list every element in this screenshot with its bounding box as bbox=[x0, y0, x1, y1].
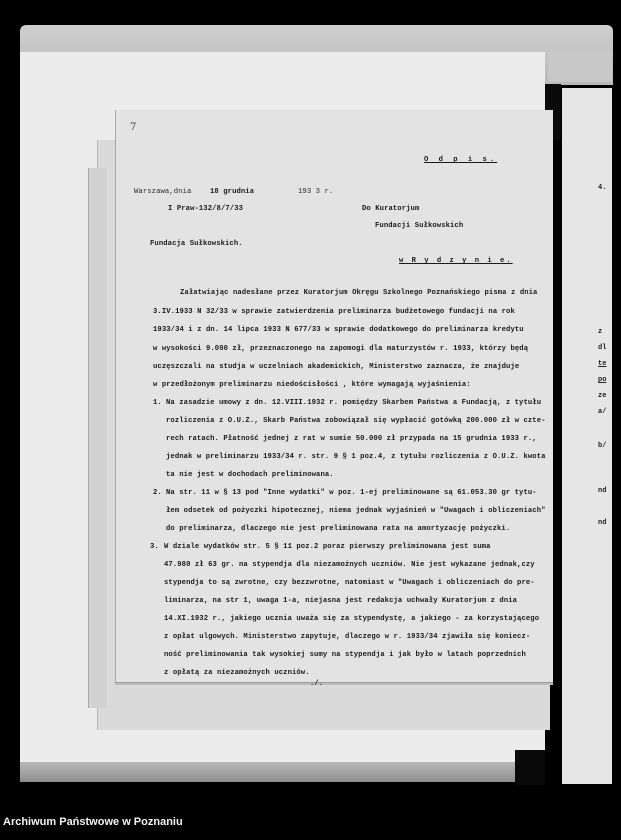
text-line: rech ratach. Płatność jednej z rat w sumie 50.000 zł przypada na 15 grudnia 1933 r., bbox=[166, 435, 537, 443]
text-line: łem odsetek od pożyczki hipotecznej, niema jednak wyjaśnień w "Uwagach i obliczeniach" bbox=[166, 507, 546, 515]
text-line: do preliminarza, dlaczego nie jest preliminowana rata na amortyzację pożyczki. bbox=[166, 525, 511, 533]
text-line: Na zasadzie umowy z dn. 12.VIII.1932 r. pomiędzy Skarbem Państwa a Fundacją, z tytułu bbox=[166, 399, 542, 407]
text-line: W dziale wydatków str. 5 § 11 poz.2 poraz pierwszy preliminowana jest suma bbox=[164, 543, 491, 551]
text-line: Na str. 11 w § 13 pod "Inne wydatki" w poz. 1-ej preliminowane są 61.053.30 gr tytu- bbox=[166, 489, 537, 497]
text-line: Załatwiając nadesłane przez Kuratorjum Okręgu Szkolnego Poznańskiego pisma z dnia bbox=[180, 289, 538, 297]
text-line: w przedłożonym preliminarzu niedościsłości , które wymagają wyjaśnienia: bbox=[153, 381, 471, 389]
folio-number: 7 bbox=[130, 122, 137, 133]
item-number: 1. bbox=[153, 399, 162, 407]
text-line: z opłat ulgowych. Ministerstwo zapytuje, dlaczego w r. 1933/34 zjawiła się koniecz- bbox=[164, 633, 531, 641]
addressee-line-1: Do Kuratorjum bbox=[362, 205, 420, 213]
item-number: 2. bbox=[153, 489, 162, 497]
adjacent-fragment: b/ bbox=[598, 442, 607, 450]
right-sheet-upper-edge bbox=[548, 52, 612, 82]
text-line: ta nie jest w dochodach preliminowana. bbox=[166, 471, 334, 479]
text-line: stypendja to są zwrotne, czy bezzwrotne, natomiast w "Uwagach i obliczeniach do pre- bbox=[164, 579, 535, 587]
place: Warszawa,dnia bbox=[134, 188, 192, 196]
subject: Fundacja Sułkowskich. bbox=[150, 240, 243, 248]
text-line: jednak w preliminarzu 1933/34 r. str. 9 § 1 poz.4, z tytułu rozliczenia z O.U.Z. kwota bbox=[166, 453, 546, 461]
text-line: rozliczenia z O.U.Z., Skarb Państwa zobowiązał się wypłacić gotówką 200.000 zł w czte- bbox=[166, 417, 546, 425]
text-line: w wysokości 9.000 zł, przeznaczonego na zapomogi dla maturzystów r. 1933, którzy będą bbox=[153, 345, 529, 353]
background-sheet-bottom-edge bbox=[20, 762, 515, 782]
adjacent-fragment: po bbox=[598, 376, 607, 384]
text-line: uczęszczali na studja w uczelniach akademickich, Ministerstwo zaznacza, że znajduje bbox=[153, 363, 520, 371]
adjacent-fragment: z bbox=[598, 328, 603, 336]
gap-shadow bbox=[515, 750, 545, 785]
text-line: ność preliminowania tak wysokiej sumy na stypendja i jak było w latach poprzednich bbox=[164, 651, 526, 659]
adjacent-page bbox=[562, 88, 612, 784]
adjacent-fragment: 4. bbox=[598, 184, 607, 192]
text-line: liminarza, na str 1, uwaga 1-a, niejasna jest redakcja uchwały Kuratorjum z dnia bbox=[164, 597, 518, 605]
text-line: 14.XI.1932 r., jakiego ucznia uważa się za stypendystę, a jakiego - za korzystającego bbox=[164, 615, 540, 623]
adjacent-fragment: te bbox=[598, 360, 607, 368]
adjacent-fragment: ze bbox=[598, 392, 607, 400]
text-line: 3.IV.1933 N 32/33 w sprawie zatwierdzenia preliminarza budżetowego fundacji na rok bbox=[153, 308, 515, 316]
reference-number: I Praw-132/8/7/33 bbox=[168, 205, 244, 213]
text-line: 1933/34 i z dn. 14 lipca 1933 N 677/33 w sprawie dodatkowego do preliminarza kredytu bbox=[153, 326, 524, 334]
addressee-line-3: w R y d z y n i e. bbox=[399, 257, 513, 265]
year: 193 3 r. bbox=[298, 188, 334, 196]
adjacent-fragment: dl bbox=[598, 344, 607, 352]
document-heading: O d p i s. bbox=[424, 156, 498, 164]
adjacent-fragment: nd bbox=[598, 487, 607, 495]
text-line: 47.980 zł 63 gr. na stypendja dla niezamożnych uczniów. Nie jest wykazane jednak,czy bbox=[164, 561, 535, 569]
text-line: z opłatą za niezamożnych uczniów. bbox=[164, 669, 310, 677]
item-number: 3. bbox=[150, 543, 159, 551]
adjacent-fragment: nd bbox=[598, 519, 607, 527]
archive-caption: Archiwum Państwowe w Poznaniu bbox=[3, 816, 183, 828]
addressee-line-2: Fundacji Sułkowskich bbox=[375, 222, 464, 230]
continuation-mark: ./. bbox=[310, 680, 324, 688]
underlying-sheet-edge bbox=[88, 168, 107, 708]
date: 18 grudnia bbox=[210, 188, 255, 196]
adjacent-fragment: a/ bbox=[598, 408, 607, 416]
